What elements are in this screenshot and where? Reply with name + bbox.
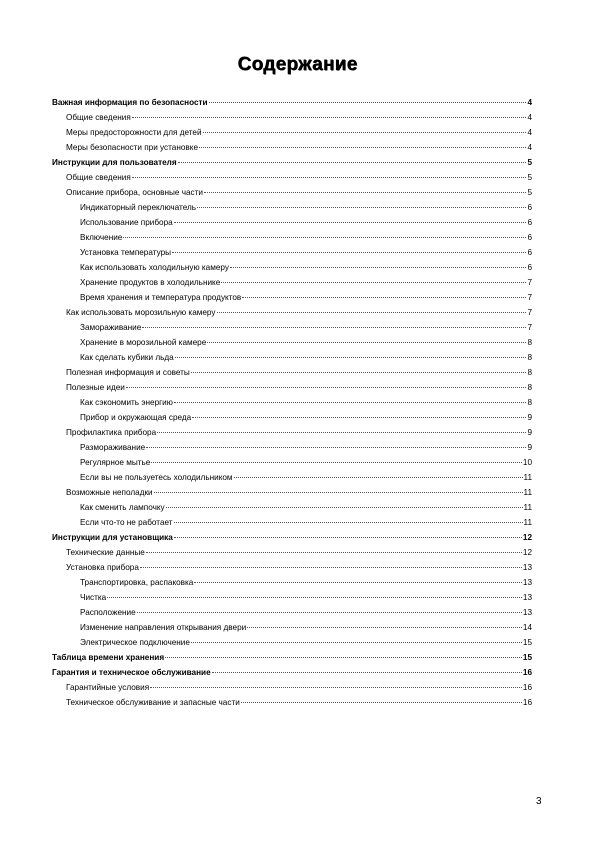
dot-leader bbox=[209, 102, 527, 103]
toc-item[interactable] bbox=[52, 635, 532, 650]
toc-entry-page: 6 bbox=[527, 233, 532, 242]
toc-entry-title: Как сделать кубики льда bbox=[80, 353, 174, 362]
toc-entry-page: 13 bbox=[522, 578, 532, 587]
toc-entry-page: 4 bbox=[527, 128, 532, 137]
toc-entry-title: Использование прибора bbox=[80, 218, 173, 227]
toc-entry-title: Размораживание bbox=[80, 443, 146, 452]
toc-section[interactable] bbox=[52, 650, 532, 665]
toc-subsection[interactable] bbox=[52, 380, 532, 395]
toc-entry-page: 4 bbox=[527, 143, 532, 152]
toc-subsection[interactable] bbox=[52, 110, 532, 125]
toc-entry-page: 4 bbox=[527, 113, 532, 122]
toc-entry-page: 14 bbox=[522, 623, 532, 632]
dot-leader bbox=[132, 117, 527, 118]
toc-entry-title: Хранение продуктов в холодильнике bbox=[80, 278, 221, 287]
toc-entry-title: Инструкции для пользователя bbox=[52, 158, 177, 167]
dot-leader bbox=[212, 672, 522, 673]
dot-leader bbox=[172, 252, 526, 253]
dot-leader bbox=[194, 582, 522, 583]
dot-leader bbox=[154, 492, 523, 493]
toc-entry-title: Установка прибора bbox=[66, 563, 139, 572]
toc-entry-page: 6 bbox=[527, 263, 532, 272]
dot-leader bbox=[191, 372, 527, 373]
dot-leader bbox=[150, 687, 522, 688]
dot-leader bbox=[178, 162, 527, 163]
toc-entry-title: Расположение bbox=[80, 608, 136, 617]
toc-entry-page: 13 bbox=[522, 563, 532, 572]
toc-subsection[interactable] bbox=[52, 140, 532, 155]
toc-item[interactable] bbox=[52, 410, 532, 425]
toc-entry-title: Полезная информация и советы bbox=[66, 368, 190, 377]
toc-entry-page: 8 bbox=[527, 398, 532, 407]
dot-leader bbox=[175, 357, 527, 358]
toc-section[interactable] bbox=[52, 155, 532, 170]
toc-item[interactable] bbox=[52, 395, 532, 410]
dot-leader bbox=[146, 552, 522, 553]
toc-entry-title: Общие сведения bbox=[66, 113, 131, 122]
toc-item[interactable] bbox=[52, 515, 532, 530]
toc-entry-page: 16 bbox=[522, 683, 532, 692]
toc-entry-title: Инструкции для установщика bbox=[52, 533, 173, 542]
toc-item[interactable] bbox=[52, 275, 532, 290]
toc-entry-page: 11 bbox=[523, 488, 532, 497]
toc-item[interactable] bbox=[52, 230, 532, 245]
dot-leader bbox=[174, 222, 527, 223]
toc-item[interactable] bbox=[52, 470, 532, 485]
dot-leader bbox=[146, 447, 526, 448]
dot-leader bbox=[140, 567, 522, 568]
toc-entry-title: Как использовать морозильную камеру bbox=[66, 308, 216, 317]
toc-entry-title: Гарантия и техническое обслуживание bbox=[52, 668, 211, 677]
toc-entry-page: 13 bbox=[522, 608, 532, 617]
toc-entry-title: Регулярное мытье bbox=[80, 458, 151, 467]
toc-subsection[interactable] bbox=[52, 545, 532, 560]
dot-leader bbox=[241, 702, 522, 703]
toc-entry-title: Как сэкономить энергию bbox=[80, 398, 173, 407]
toc-item[interactable] bbox=[52, 605, 532, 620]
dot-leader bbox=[174, 537, 522, 538]
toc-entry-title: Хранение в морозильной камере bbox=[80, 338, 207, 347]
toc-entry-title: Изменение направления открывания двери bbox=[80, 623, 247, 632]
toc-entry-page: 4 bbox=[527, 98, 532, 107]
dot-leader bbox=[221, 282, 526, 283]
toc-entry-page: 16 bbox=[522, 668, 532, 677]
toc-entry-page: 6 bbox=[527, 203, 532, 212]
toc-entry-page: 11 bbox=[523, 473, 532, 482]
toc-entry-title: Если что-то не работает bbox=[80, 518, 173, 527]
toc-entry-title: Включение bbox=[80, 233, 123, 242]
dot-leader bbox=[234, 477, 523, 478]
toc-entry-title: Общие сведения bbox=[66, 173, 131, 182]
dot-leader bbox=[174, 522, 523, 523]
toc-entry-title: Электрическое подключение bbox=[80, 638, 190, 647]
toc-entry-page: 9 bbox=[527, 413, 532, 422]
toc-entry-title: Индикаторный переключатель bbox=[80, 203, 197, 212]
toc-entry-title: Чистка bbox=[80, 593, 107, 602]
toc-item[interactable] bbox=[52, 290, 532, 305]
toc-item[interactable] bbox=[52, 575, 532, 590]
toc-entry-title: Таблица времени хранения bbox=[52, 653, 165, 662]
toc-entry-page: 10 bbox=[522, 458, 532, 467]
toc-entry-title: Меры предосторожности для детей bbox=[66, 128, 202, 137]
toc-entry-page: 16 bbox=[522, 698, 532, 707]
dot-leader bbox=[199, 147, 526, 148]
dot-leader bbox=[123, 237, 526, 238]
dot-leader bbox=[166, 507, 523, 508]
toc-item[interactable] bbox=[52, 260, 532, 275]
toc-entry-page: 9 bbox=[527, 443, 532, 452]
toc-entry-page: 8 bbox=[527, 368, 532, 377]
toc-subsection[interactable] bbox=[52, 125, 532, 140]
toc-entry-title: Замораживание bbox=[80, 323, 142, 332]
toc-entry-page: 12 bbox=[522, 548, 532, 557]
toc-entry-title: Полезные идеи bbox=[66, 383, 125, 392]
toc-entry-page: 8 bbox=[527, 338, 532, 347]
toc-subsection[interactable] bbox=[52, 425, 532, 440]
toc-entry-title: Транспортировка, распаковка bbox=[80, 578, 194, 587]
dot-leader bbox=[247, 627, 522, 628]
toc-entry-page: 7 bbox=[527, 323, 532, 332]
toc-subsection[interactable] bbox=[52, 485, 532, 500]
toc-entry-page: 7 bbox=[527, 278, 532, 287]
toc-entry-page: 6 bbox=[527, 218, 532, 227]
toc-entry-title: Описание прибора, основные части bbox=[66, 188, 203, 197]
page-number: 3 bbox=[536, 796, 542, 807]
toc-entry-page: 15 bbox=[522, 638, 532, 647]
toc-subsection[interactable] bbox=[52, 680, 532, 695]
toc-entry-page: 13 bbox=[522, 593, 532, 602]
dot-leader bbox=[151, 462, 522, 463]
dot-leader bbox=[107, 597, 522, 598]
toc-entry-page: 12 bbox=[522, 533, 532, 542]
toc-entry-title: Гарантийные условия bbox=[66, 683, 150, 692]
toc-entry-page: 6 bbox=[527, 248, 532, 257]
toc-subsection[interactable] bbox=[52, 695, 532, 710]
dot-leader bbox=[174, 402, 527, 403]
toc-entry-page: 8 bbox=[527, 353, 532, 362]
toc-entry-title: Профилактика прибора bbox=[66, 428, 157, 437]
toc-entry-page: 11 bbox=[523, 503, 532, 512]
toc-item[interactable] bbox=[52, 590, 532, 605]
toc-subsection[interactable] bbox=[52, 305, 532, 320]
toc-entry-title: Прибор и окружающая среда bbox=[80, 413, 192, 422]
dot-leader bbox=[203, 132, 527, 133]
dot-leader bbox=[132, 177, 527, 178]
table-of-contents bbox=[52, 95, 532, 710]
toc-entry-page: 5 bbox=[527, 173, 532, 182]
page-title: Содержание bbox=[237, 54, 358, 75]
toc-subsection[interactable] bbox=[52, 170, 532, 185]
dot-leader bbox=[165, 657, 522, 658]
toc-entry-page: 5 bbox=[527, 158, 532, 167]
toc-item[interactable] bbox=[52, 200, 532, 215]
toc-entry-title: Время хранения и температура продуктов bbox=[80, 293, 242, 302]
toc-subsection[interactable] bbox=[52, 560, 532, 575]
toc-section[interactable] bbox=[52, 95, 532, 110]
toc-entry-page: 7 bbox=[527, 293, 532, 302]
dot-leader bbox=[137, 612, 522, 613]
toc-entry-title: Если вы не пользуетесь холодильником bbox=[80, 473, 233, 482]
dot-leader bbox=[217, 312, 527, 313]
toc-entry-title: Важная информация по безопасности bbox=[52, 98, 208, 107]
toc-entry-page: 15 bbox=[522, 653, 532, 662]
toc-item[interactable] bbox=[52, 335, 532, 350]
dot-leader bbox=[230, 267, 527, 268]
toc-entry-title: Технические данные bbox=[66, 548, 145, 557]
toc-entry-title: Установка температуры bbox=[80, 248, 172, 257]
toc-subsection[interactable] bbox=[52, 365, 532, 380]
dot-leader bbox=[207, 342, 526, 343]
dot-leader bbox=[204, 192, 526, 193]
toc-item[interactable] bbox=[52, 500, 532, 515]
toc-item[interactable] bbox=[52, 440, 532, 455]
toc-entry-page: 9 bbox=[527, 428, 532, 437]
toc-item[interactable] bbox=[52, 350, 532, 365]
dot-leader bbox=[197, 207, 526, 208]
toc-item[interactable] bbox=[52, 320, 532, 335]
dot-leader bbox=[157, 432, 526, 433]
dot-leader bbox=[192, 417, 526, 418]
toc-entry-title: Как использовать холодильную камеру bbox=[80, 263, 229, 272]
toc-entry-page: 11 bbox=[523, 518, 532, 527]
toc-subsection[interactable] bbox=[52, 185, 532, 200]
toc-entry-title: Меры безопасности при установке bbox=[66, 143, 199, 152]
toc-item[interactable] bbox=[52, 620, 532, 635]
toc-entry-page: 7 bbox=[527, 308, 532, 317]
toc-entry-title: Возможные неполадки bbox=[66, 488, 153, 497]
toc-entry-page: 8 bbox=[527, 383, 532, 392]
toc-entry-page: 5 bbox=[527, 188, 532, 197]
dot-leader bbox=[242, 297, 526, 298]
toc-entry-title: Как сменить лампочку bbox=[80, 503, 165, 512]
dot-leader bbox=[126, 387, 527, 388]
toc-item[interactable] bbox=[52, 245, 532, 260]
toc-entry-title: Техническое обслуживание и запасные части bbox=[66, 698, 240, 707]
toc-item[interactable] bbox=[52, 455, 532, 470]
toc-section[interactable] bbox=[52, 665, 532, 680]
toc-section[interactable] bbox=[52, 530, 532, 545]
toc-item[interactable] bbox=[52, 215, 532, 230]
dot-leader bbox=[142, 327, 526, 328]
dot-leader bbox=[191, 642, 522, 643]
